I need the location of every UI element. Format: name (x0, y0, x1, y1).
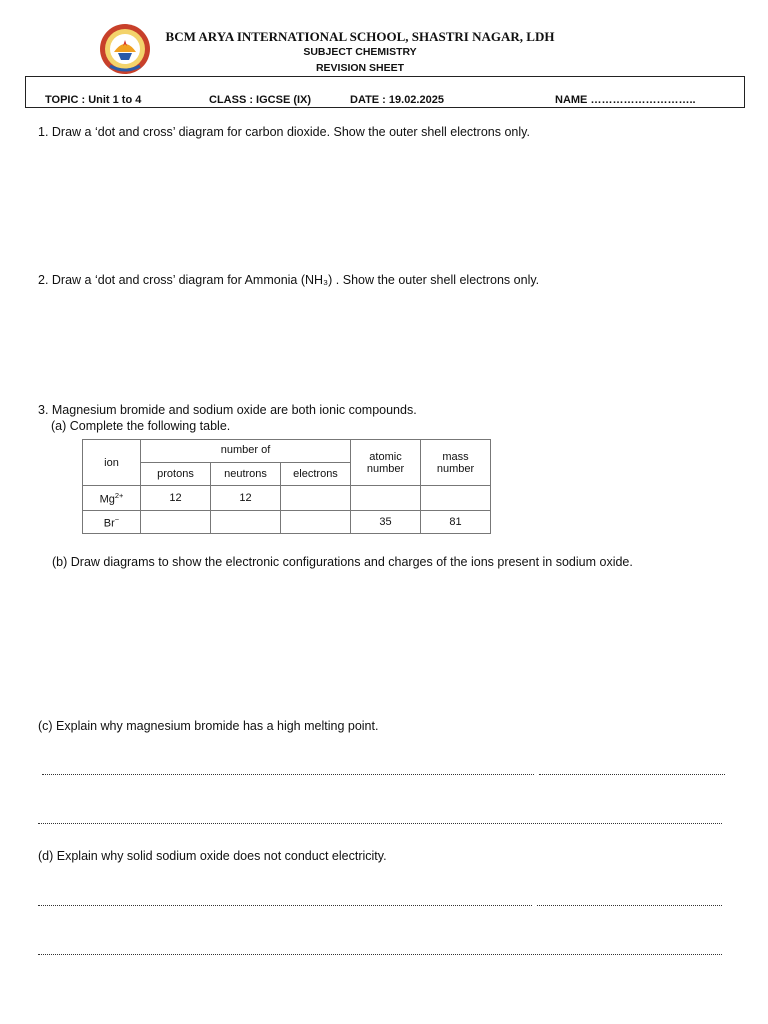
answer-line[interactable] (38, 905, 532, 906)
ion-cell: Br− (83, 511, 141, 534)
table-header-mass-number: mass number (421, 440, 491, 486)
question-3a: (a) Complete the following table. (51, 419, 231, 433)
name-field[interactable]: NAME ……………………….. (555, 94, 696, 106)
question-3c: (c) Explain why magnesium bromide has a high melting point. (38, 719, 379, 733)
protons-cell: 12 (141, 486, 211, 511)
class-label: CLASS : IGCSE (IX) (209, 94, 312, 106)
mass-number-cell: 81 (421, 511, 491, 534)
atomic-number-cell[interactable] (351, 486, 421, 511)
neutrons-cell[interactable] (211, 511, 281, 534)
answer-line[interactable] (38, 823, 722, 824)
electrons-cell[interactable] (281, 511, 351, 534)
question-3: 3. Magnesium bromide and sodium oxide are both ionic compounds. (38, 403, 417, 417)
subject-title: SUBJECT CHEMISTRY (303, 46, 417, 58)
answer-line[interactable] (539, 774, 725, 775)
protons-cell[interactable] (141, 511, 211, 534)
neutrons-cell: 12 (211, 486, 281, 511)
table-header-neutrons: neutrons (211, 463, 281, 486)
answer-line[interactable] (537, 905, 722, 906)
table-header-atomic-number: atomic number (351, 440, 421, 486)
ion-cell: $Mg^{2+}$ (83, 486, 141, 511)
atomic-number-cell: 35 (351, 511, 421, 534)
date-label: DATE : 19.02.2025 (350, 94, 444, 106)
question-3d: (d) Explain why solid sodium oxide does not conduct electricity. (38, 849, 387, 863)
table-header-protons: protons (141, 463, 211, 486)
sheet-type: REVISION SHEET (315, 62, 405, 74)
answer-line[interactable] (42, 774, 534, 775)
table-row (83, 511, 491, 534)
electrons-cell[interactable] (281, 486, 351, 511)
table-header-number-of: number of (141, 440, 351, 463)
table-header-ion: ion (83, 440, 141, 486)
question-2: 2. Draw a ‘dot and cross’ diagram for Ammonia (NH₃) . Show the outer shell electrons only. (38, 273, 540, 287)
ion-table (82, 439, 491, 534)
mass-number-cell[interactable] (421, 486, 491, 511)
table-row (83, 486, 491, 511)
table-header-electrons: electrons (281, 463, 351, 486)
question-1: 1. Draw a ‘dot and cross’ diagram for carbon dioxide. Show the outer shell electrons only. (38, 125, 530, 139)
question-3b: (b) Draw diagrams to show the electronic configurations and charges of the ions present in sodium oxide. (52, 555, 633, 569)
school-name: BCM ARYA INTERNATIONAL SCHOOL, SHASTRI NAGAR, LDH (165, 29, 555, 44)
topic-label: TOPIC : Unit 1 to 4 (45, 94, 142, 106)
answer-line[interactable] (38, 954, 722, 955)
